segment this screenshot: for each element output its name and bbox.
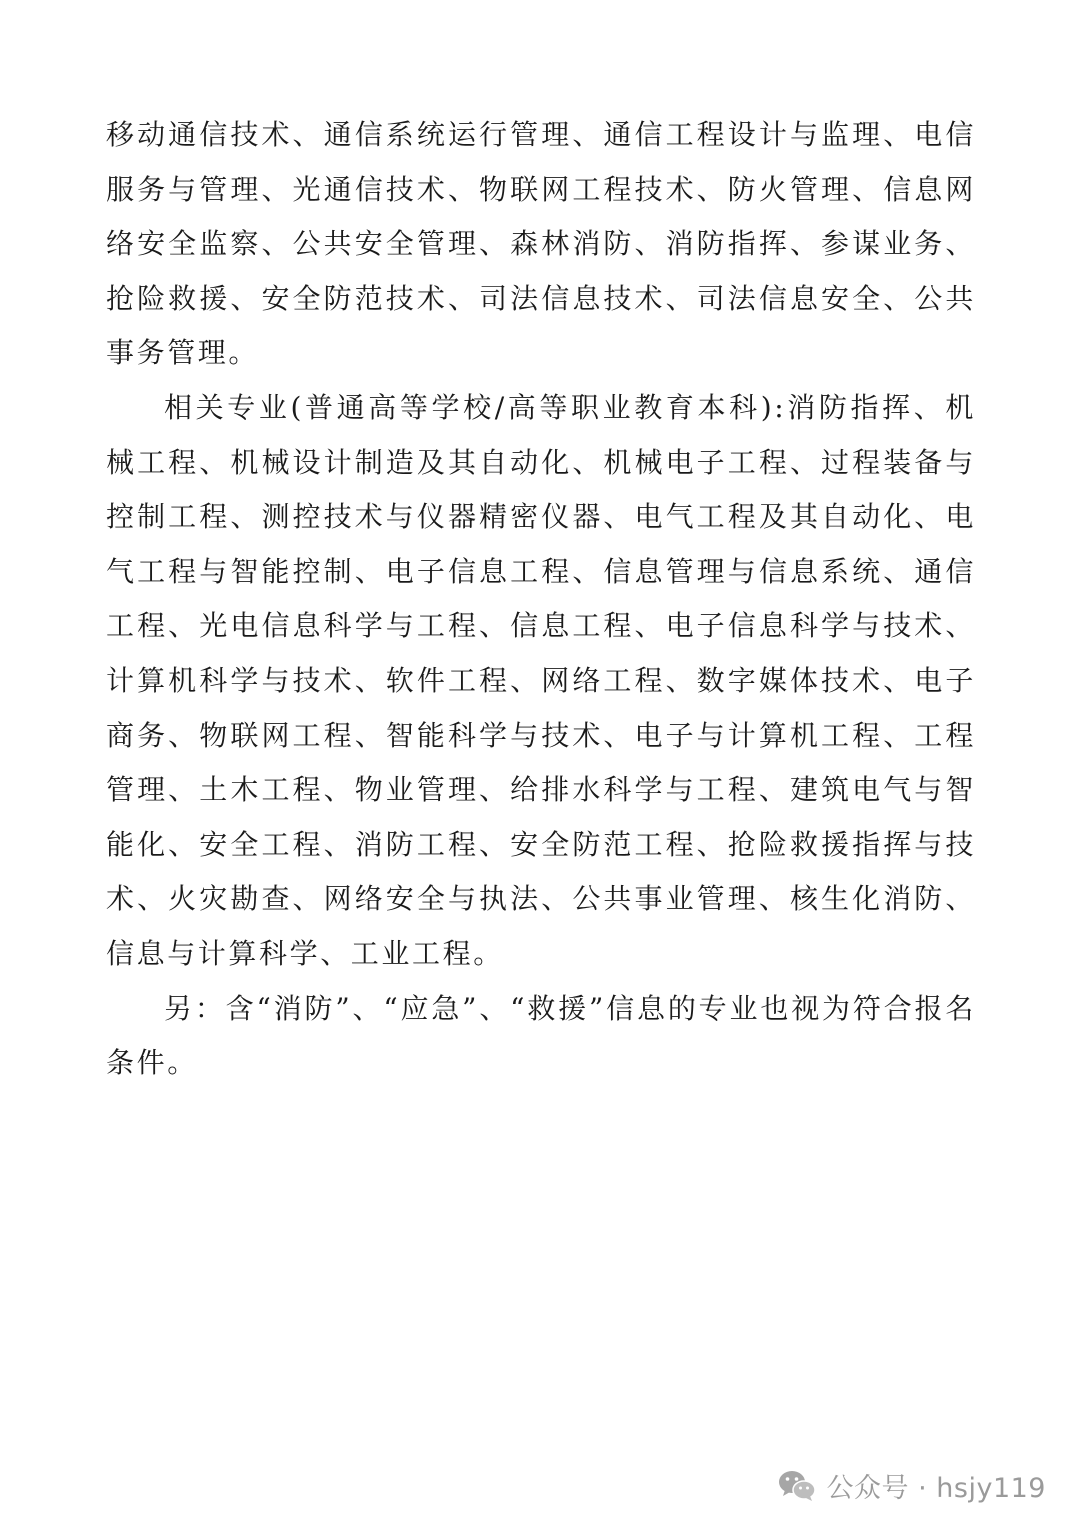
paragraph-continued-majors: 移动通信技术、通信系统运行管理、通信工程设计与监理、电信服务与管理、光通信技术、物联网工程技术、防火管理、信息网络安全监察、公共安全管理、森林消防、消防指挥、参谋业务、抢险救援、安全防范技术、司法信息技术、司法信息安全、公共事务管理。: [106, 118, 976, 370]
document-body: [106, 108, 976, 1091]
wechat-icon: [777, 1468, 817, 1504]
watermark-text: 公众号 · hsjy119: [826, 1473, 1046, 1504]
paragraph-additional-note: 另：含“消防”、“应急”、“救援”信息的专业也视为符合报名条件。: [106, 991, 976, 1080]
paragraph-related-majors: 相关专业(普通高等学校/高等职业教育本科):消防指挥、机械工程、机械设计制造及其自动化、机械电子工程、过程装备与控制工程、测控技术与仪器精密仪器、电气工程及其自动化、电气工程与智能控制、电子信息工程、信息管理与信息系统、通信工程、光电信息科学与工程、信息工程、电子信息科学与技术、计算机科学与技术、软件工程、网络工程、数字媒体技术、电子商务、物联网工程、智能科学与技术、电子与计算机工程、工程管理、土木工程、物业管理、给排水科学与工程、建筑电气与智能化、安全工程、消防工程、安全防范工程、抢险救援指挥与技术、火灾勘查、网络安全与执法、公共事业管理、核生化消防、信息与计算科学、工业工程。: [106, 390, 976, 970]
watermark: [777, 1466, 1046, 1505]
